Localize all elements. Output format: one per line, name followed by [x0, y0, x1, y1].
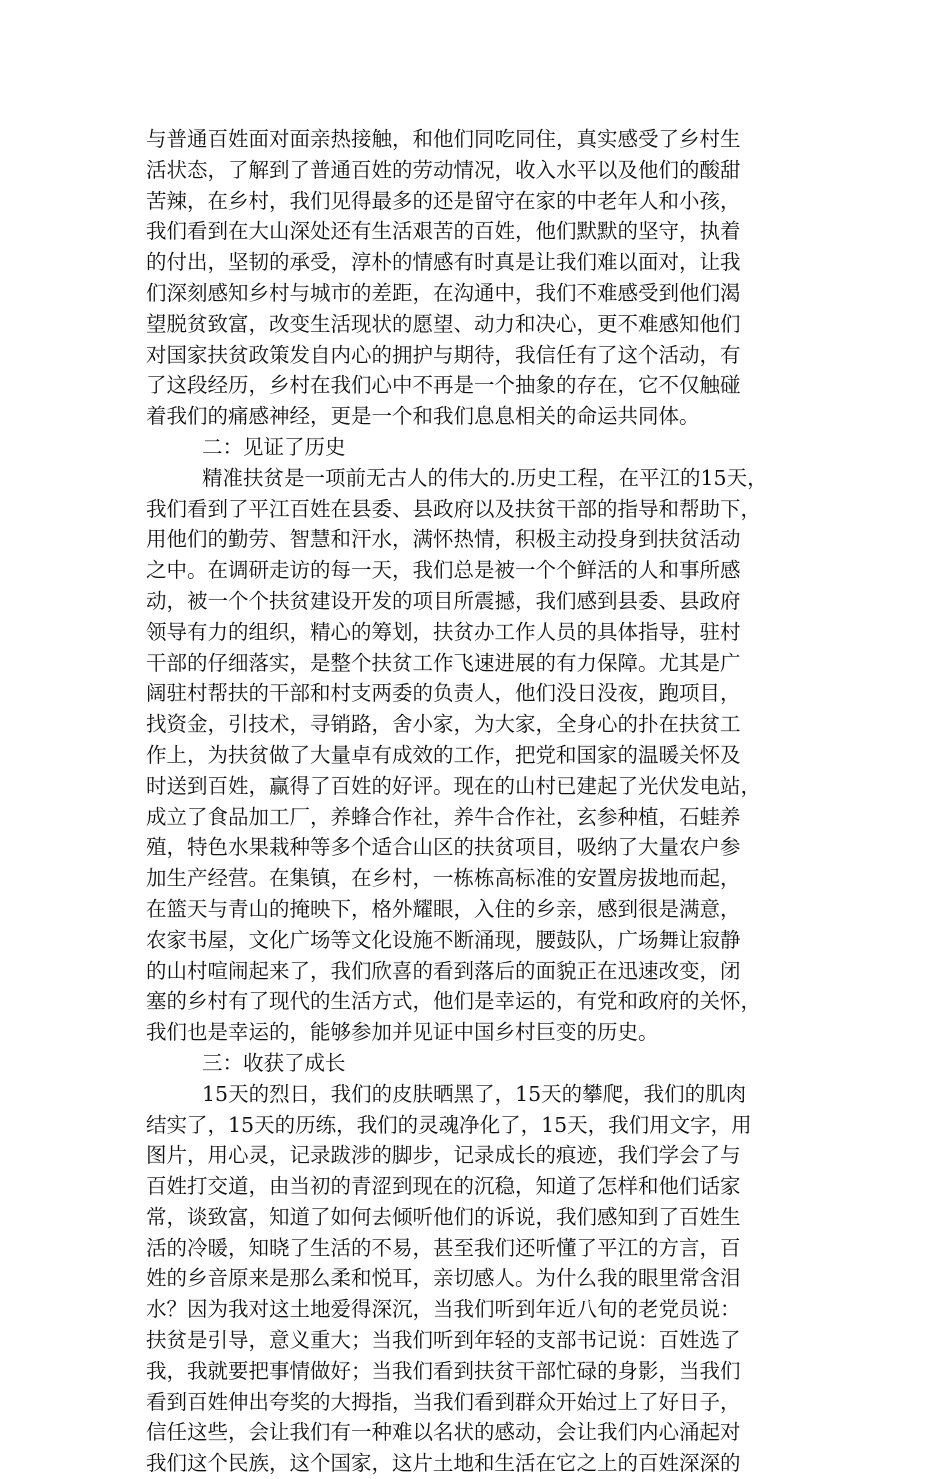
text-line: 信任这些，会让我们有一种难以名状的感动，会让我们内心涌起对 — [146, 1420, 741, 1445]
text-line: 扶贫是引导，意义重大；当我们听到年轻的支部书记说：百姓选了 — [146, 1328, 741, 1353]
text-line: 图片，用心灵，记录跋涉的脚步，记录成长的痕迹，我们学会了与 — [146, 1143, 741, 1168]
text-line: 们深刻感知乡村与城市的差距，在沟通中，我们不难感受到他们渴 — [146, 280, 741, 305]
text-line: 农家书屋，文化广场等文化设施不断涌现，腰鼓队，广场舞让寂静 — [146, 927, 741, 952]
text-line: 我们看到了平江百姓在县委、县政府以及扶贫干部的指导和帮助下， — [146, 496, 761, 521]
text-line: 的付出，坚韧的承受，淳朴的情感有时真是让我们难以面对，让我 — [146, 250, 741, 275]
text-line: 动，被一个个扶贫建设开发的项目所震撼，我们感到县委、县政府 — [146, 588, 741, 613]
text-line: 领导有力的组织，精心的筹划，扶贫办工作人员的具体指导，驻村 — [146, 619, 741, 644]
text-line: 看到百姓伸出夸奖的大拇指，当我们看到群众开始过上了好日子， — [146, 1389, 741, 1414]
text-line: 之中。在调研走访的每一天，我们总是被一个个鲜活的人和事所感 — [146, 558, 741, 583]
text-line: 的山村喧闹起来了，我们欣喜的看到落后的面貌正在迅速改变，闭 — [146, 958, 741, 983]
paragraph-2 — [146, 463, 808, 1048]
text-line: 找资金，引技术，寻销路，舍小家，为大家，全身心的扑在扶贫工 — [146, 712, 741, 737]
paragraph-3 — [146, 1079, 808, 1479]
text-line: 活的冷暖，知晓了生活的不易，甚至我们还听懂了平江的方言，百 — [146, 1235, 741, 1260]
text-line: 与普通百姓面对面亲热接触，和他们同吃同住，真实感受了乡村生 — [146, 127, 741, 151]
text-line: 时送到百姓，赢得了百姓的好评。现在的山村已建起了光伏发电站， — [146, 773, 761, 798]
text-line: 用他们的勤劳、智慧和汗水，满怀热情，积极主动投身到扶贫活动 — [146, 527, 741, 552]
section-heading-3: 三：收获了成长 — [202, 1050, 346, 1075]
text-line: 了这段经历，乡村在我们心中不再是一个抽象的存在，它不仅触碰 — [146, 373, 741, 398]
text-line: 加生产经营。在集镇，在乡村，一栋栋高标准的安置房拔地而起， — [146, 866, 741, 891]
text-line: 结实了，15天的历练，我们的灵魂净化了，15天，我们用文字，用 — [146, 1112, 752, 1137]
text-line: 作上，为扶贫做了大量卓有成效的工作，把党和国家的温暖关怀及 — [146, 742, 741, 767]
text-line: 我，我就要把事情做好；当我们看到扶贫干部忙碌的身影，当我们 — [146, 1358, 741, 1383]
text-line: 望脱贫致富，改变生活现状的愿望、动力和决心，更不难感知他们 — [146, 311, 741, 336]
text-line: 成立了食品加工厂，养蜂合作社，养牛合作社，玄参种植，石蛙养 — [146, 804, 741, 829]
text-line: 塞的乡村有了现代的生活方式，他们是幸运的，有党和政府的关怀， — [146, 989, 761, 1014]
text-line: 在篮天与青山的掩映下，格外耀眼，入住的乡亲，感到很是满意， — [146, 896, 741, 921]
text-line: 苦辣，在乡村，我们见得最多的还是留守在家的中老年人和小孩， — [146, 188, 741, 213]
section-heading-2: 二：见证了历史 — [202, 434, 346, 459]
text-line: 干部的仔细落实，是整个扶贫工作飞速进展的有力保障。尤其是广 — [146, 650, 741, 675]
text-line: 对国家扶贫政策发自内心的拥护与期待，我信任有了这个活动，有 — [146, 342, 741, 367]
text-line: 百姓打交道，由当初的青涩到现在的沉稳，知道了怎样和他们话家 — [146, 1174, 741, 1199]
text-line: 活状态，了解到了普通百姓的劳动情况，收入水平以及他们的酸甜 — [146, 157, 741, 182]
text-line: 常，谈致富，知道了如何去倾听他们的诉说，我们感知到了百姓生 — [146, 1204, 741, 1229]
text-line: 我们看到在大山深处还有生活艰苦的百姓，他们默默的坚守，执着 — [146, 219, 741, 244]
paragraph-1 — [146, 124, 808, 432]
text-line: 我们这个民族，这个国家，这片土地和生活在它之上的百姓深深的 — [146, 1451, 741, 1476]
text-line: 姓的乡音原来是那么柔和悦耳，亲切感人。为什么我的眼里常含泪 — [146, 1266, 741, 1291]
text-line: 我们也是幸运的，能够参加并见证中国乡村巨变的历史。 — [146, 1020, 659, 1045]
text-line: 着我们的痛感神经，更是一个和我们息息相关的命运共同体。 — [146, 404, 700, 429]
text-line: 殖，特色水果栽种等多个适合山区的扶贫项目，吸纳了大量农户参 — [146, 835, 741, 860]
text-line: 精准扶贫是一项前无古人的伟大的.历史工程，在平江的15天， — [202, 465, 768, 490]
text-line: 阔驻村帮扶的干部和村支两委的负责人，他们没日没夜，跑项目， — [146, 681, 741, 706]
text-line: 15天的烈日，我们的皮肤晒黑了，15天的攀爬，我们的肌肉 — [202, 1081, 747, 1106]
text-line: 水？因为我对这土地爱得深沉，当我们听到年近八旬的老党员说： — [146, 1297, 741, 1322]
document-body — [146, 124, 808, 1479]
